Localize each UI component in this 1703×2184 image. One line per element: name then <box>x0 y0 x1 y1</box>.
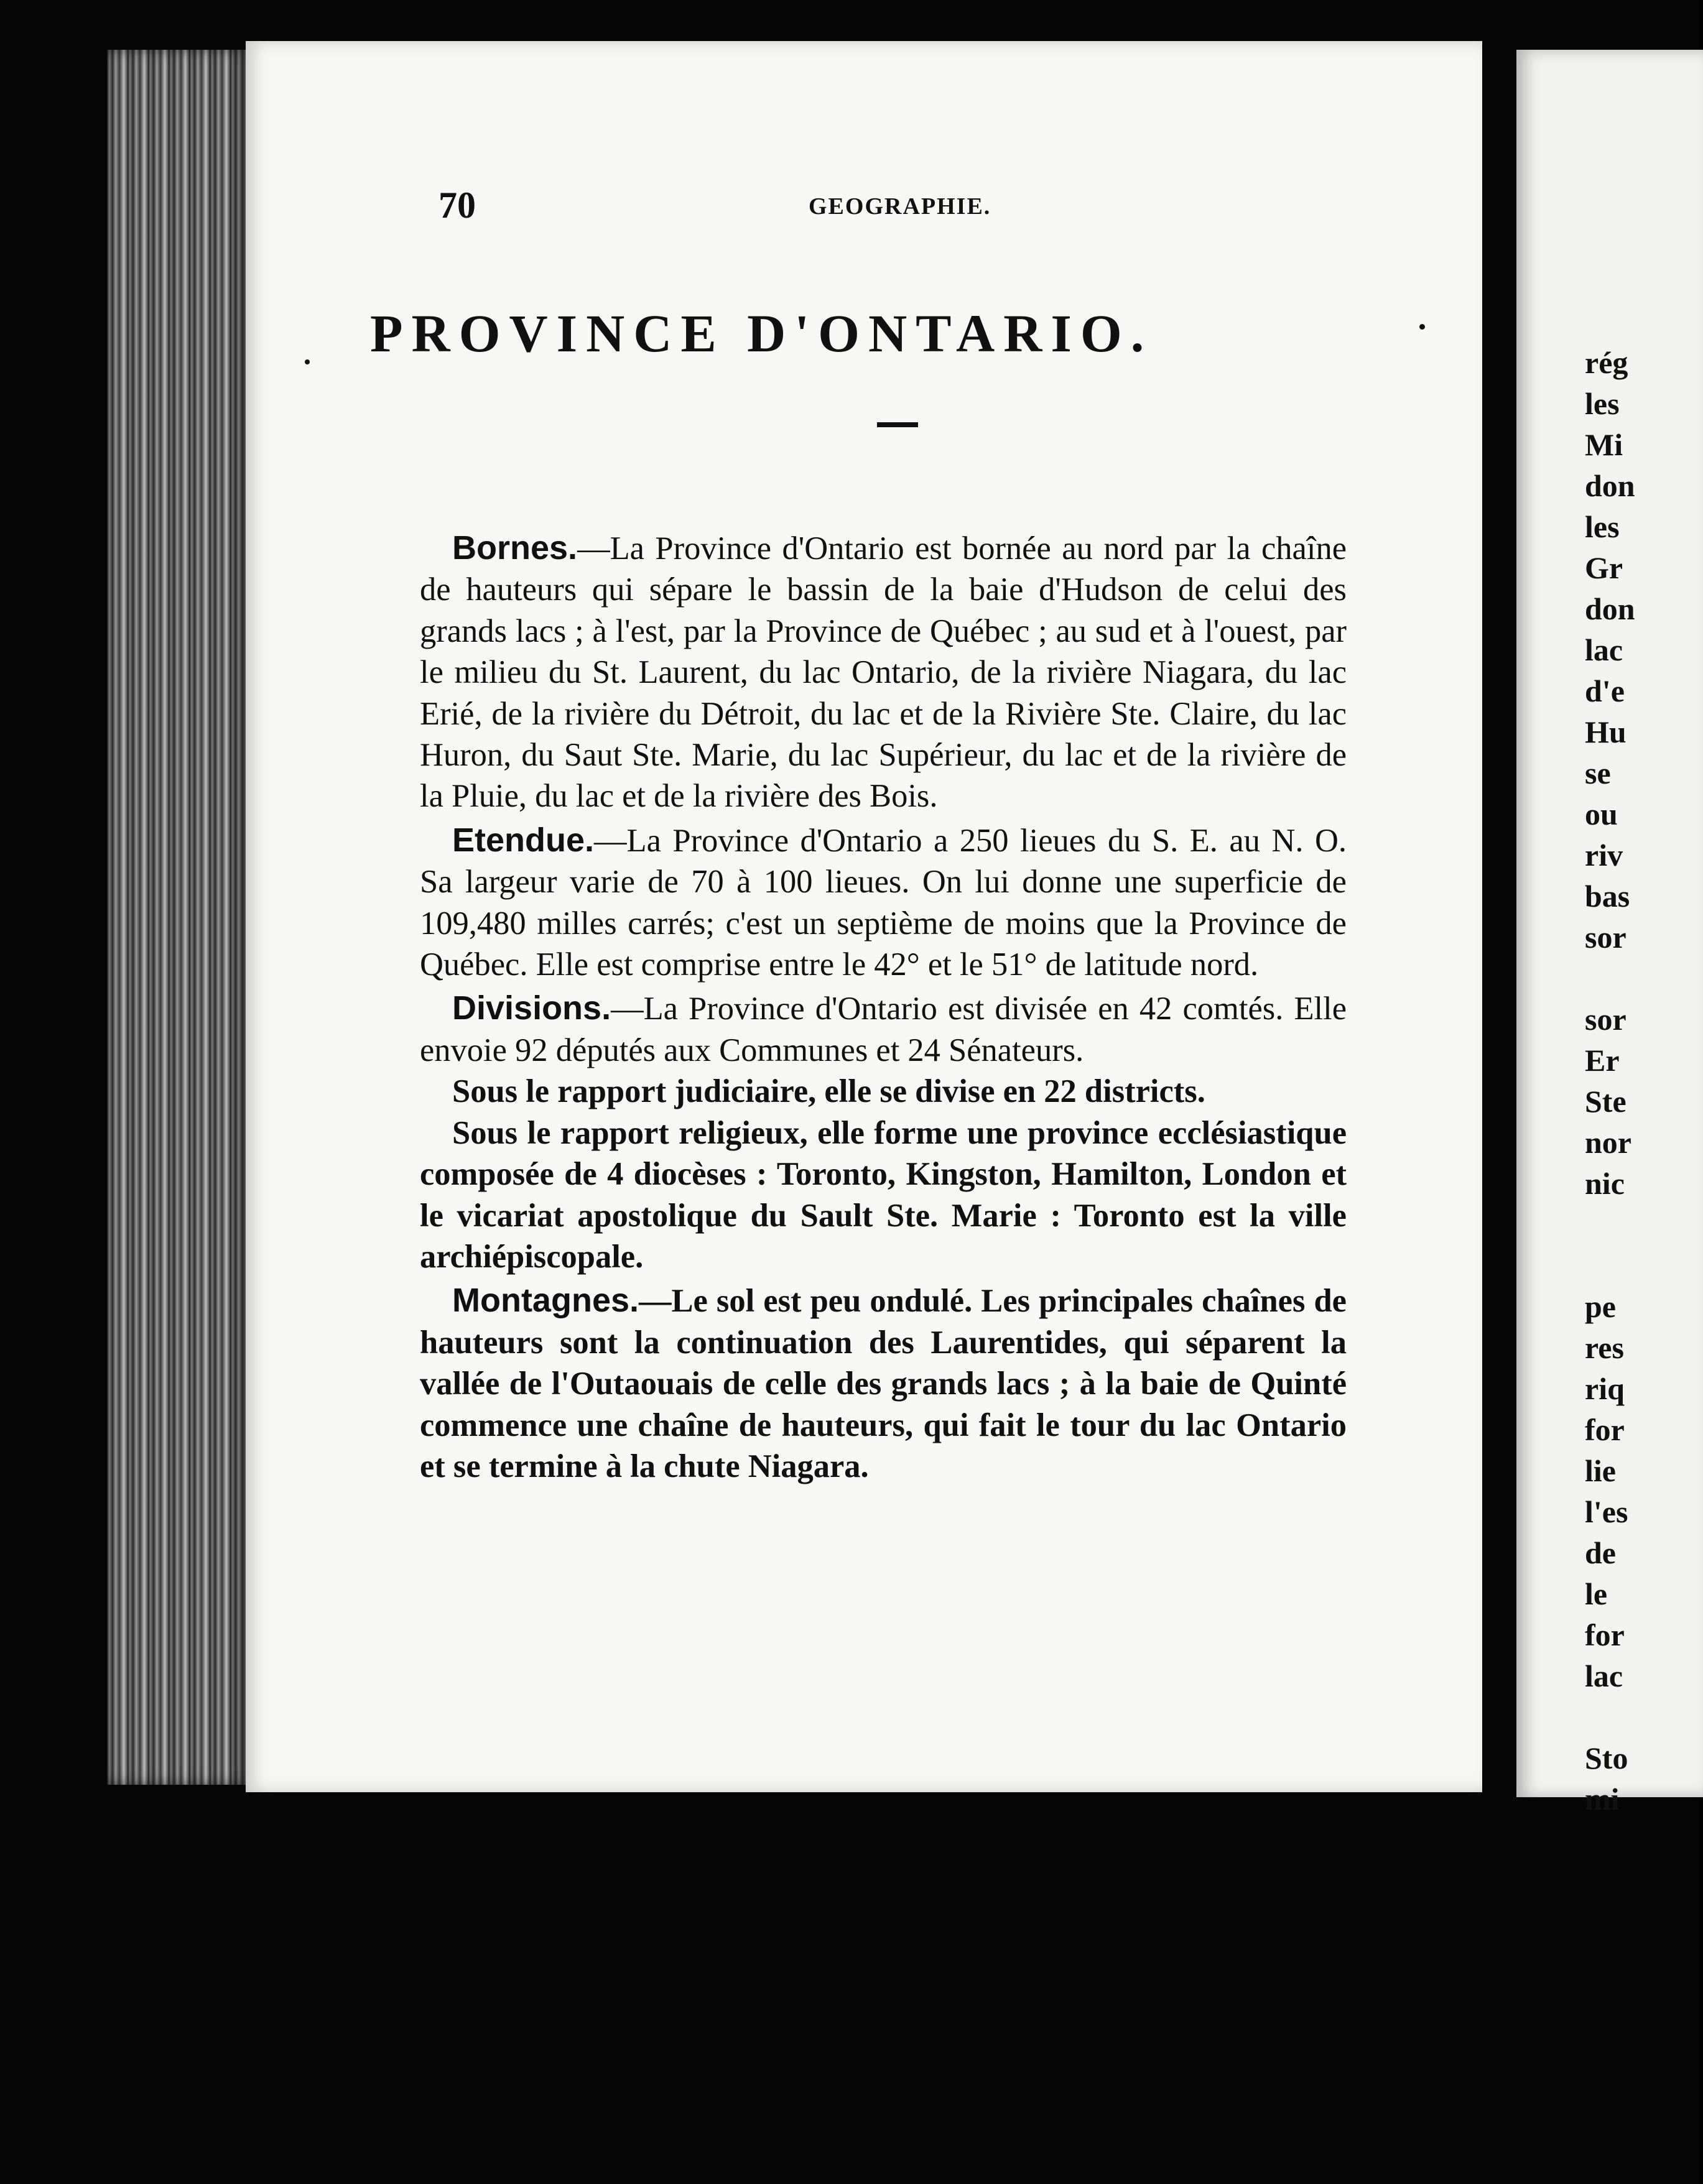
paragraph-montagnes-text: —Le sol est peu ondulé. Les principales chaînes de hauteurs sont la continuation des Laurentides, qui séparent la vallée de l'Outaouais de celle des grands lacs ; à la baie de Quinté commence une chaîne de hauteurs, qui fait le tour du lac Ontario et se termine à la chute Niagara. <box>420 1283 1347 1484</box>
paragraph-judiciaire: Sous le rapport judiciaire, elle se divise en 22 districts. <box>452 1073 1205 1110</box>
section-heading-bornes: Bornes. <box>452 529 578 567</box>
section-heading-montagnes: Montagnes. <box>452 1282 639 1320</box>
running-title: GEOGRAPHIE. <box>809 193 991 220</box>
paragraph-religieux: Sous le rapport religieux, elle forme une province ecclésiastique composée de 4 diocèses : Toronto, Kingston, Hamilton, London et le vicariat apostolique du Sault Ste. Marie : Toronto est la ville archiépiscopale. <box>420 1114 1347 1275</box>
body-text <box>420 527 1347 1487</box>
section-heading-etendue: Etendue. <box>452 821 595 859</box>
paragraph-bornes-text: —La Province d'Ontario est bornée au nord par la chaîne de hauteurs qui sépare le bassin de la baie d'Hudson de celui des grands lacs ; à l'est, par la Province de Québec ; au sud et à l'ouest, par le milieu du St. Laurent, du lac Ontario, de la rivière Niagara, du lac Erié, de la rivière du Détroit, du lac et de la Rivière Ste. Claire, du lac Huron, du Saut Ste. Marie, du lac Supérieur, du lac et de la rivière de la Pluie, du lac et de la rivière des Bois. <box>420 530 1347 815</box>
book-page-70 <box>246 41 1482 1792</box>
paragraph-montagnes <box>420 1280 1347 1487</box>
paragraph-divisions-text: —La Province d'Ontario est divisée en 42 comtés. Elle envoie 92 députés aux Communes et 24 Sénateurs. <box>420 991 1347 1068</box>
paragraph-bornes <box>420 527 1347 817</box>
facing-page-text: rég les Mi don les Gr don lac d'e Hu se ou riv bas sor sor Er Ste nor nic pe res riq for lie l'es de le for lac Sto mi <box>1585 345 1635 1816</box>
page-title: PROVINCE D'ONTARIO. <box>370 303 1153 363</box>
paragraph-divisions <box>420 988 1347 1071</box>
book-fore-edge <box>107 50 250 1785</box>
title-separator <box>877 422 918 427</box>
section-heading-divisions: Divisions. <box>452 989 611 1027</box>
ink-speck <box>1419 324 1425 330</box>
paragraph-etendue-text: —La Province d'Ontario a 250 lieues du S. E. au N. O. Sa largeur varie de 70 à 100 lieues. On lui donne une superficie de 109,480 milles carrés; c'est un septième de moins que la Province de Québec. Elle est comprise entre le 42° et le 51° de latitude nord. <box>420 822 1347 983</box>
running-head <box>439 184 1284 246</box>
facing-page-fragment <box>1516 50 1703 1816</box>
paragraph-etendue <box>420 820 1347 986</box>
ink-speck <box>305 359 310 364</box>
page-number: 70 <box>439 185 476 226</box>
